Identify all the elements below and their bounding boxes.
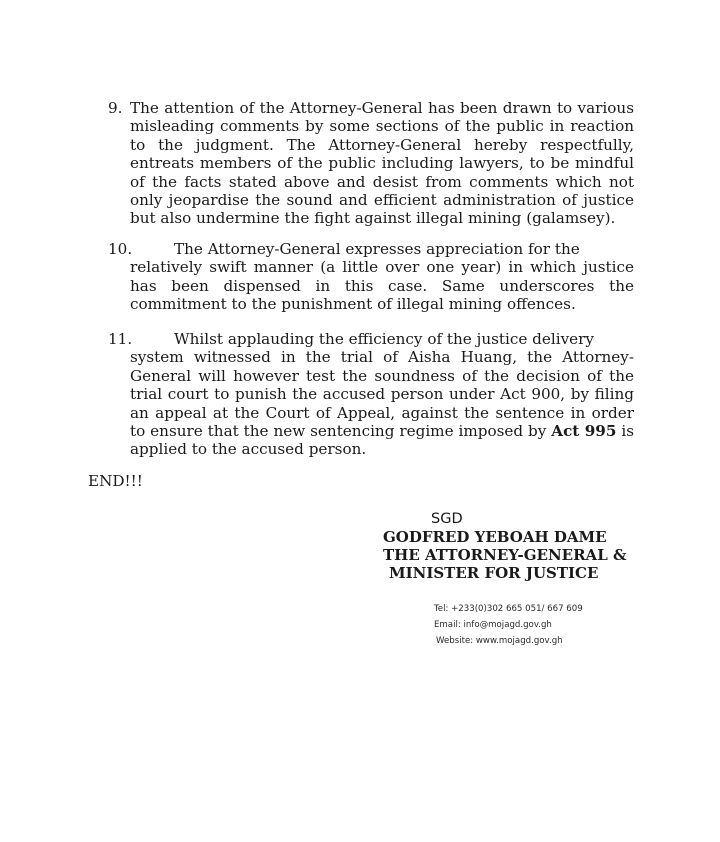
paragraph-first-line: Whilst applauding the efficiency of the justice delivery [174, 330, 595, 348]
paragraph-text-part: system witnessed in the trial of Aisha Huang, the Attorney-General will however test the soundness of the decision of the trial court to punish the accused person under Act 900, by filing an appeal at the Court of Appeal, against the sentence in order to ensure that the new sentencing regime imposed by [130, 348, 634, 441]
paragraph-text: The attention of the Attorney-General has been drawn to various misleading comments by some sections of the public in reaction to the judgment. The Attorney-General hereby respectfully, entreats members of the public including lawyers, to be mindful of the facts stated above and desist from comments which not only jeopardise the sound and efficient administration of justice but also undermine the fight against illegal mining (galamsey). [130, 99, 634, 228]
contact-telephone: Tel: +233(0)302 665 051/ 667 609 [434, 604, 583, 614]
signature-sgd: SGD [431, 511, 463, 527]
paragraph-number: 11. [108, 330, 133, 348]
act-reference: Act 995 [551, 422, 617, 441]
contact-website: Website: www.mojagd.gov.gh [436, 636, 563, 646]
paragraph-first-line: The Attorney-General expresses appreciation for the [174, 240, 580, 258]
paragraph-text [130, 348, 634, 458]
signatory-name: GODFRED YEBOAH DAME [383, 528, 607, 546]
contact-email: Email: info@mojagd.gov.gh [434, 620, 552, 630]
signatory-title-line2: MINISTER FOR JUSTICE [389, 564, 599, 582]
paragraph-number: 9. [108, 99, 123, 117]
paragraph-11 [108, 330, 634, 459]
paragraph-9 [108, 99, 634, 228]
paragraph-text: relatively swift manner (a little over one year) in which justice has been dispensed in this case. Same underscores the commitment to the punishment of illegal mining offences. [130, 258, 634, 314]
paragraph-text-part: is applied to the accused person. [130, 422, 634, 459]
end-marker: END!!! [88, 472, 143, 490]
paragraph-number: 10. [108, 240, 133, 258]
paragraph-10 [108, 240, 634, 314]
signatory-title-line1: THE ATTORNEY-GENERAL & [383, 546, 627, 564]
